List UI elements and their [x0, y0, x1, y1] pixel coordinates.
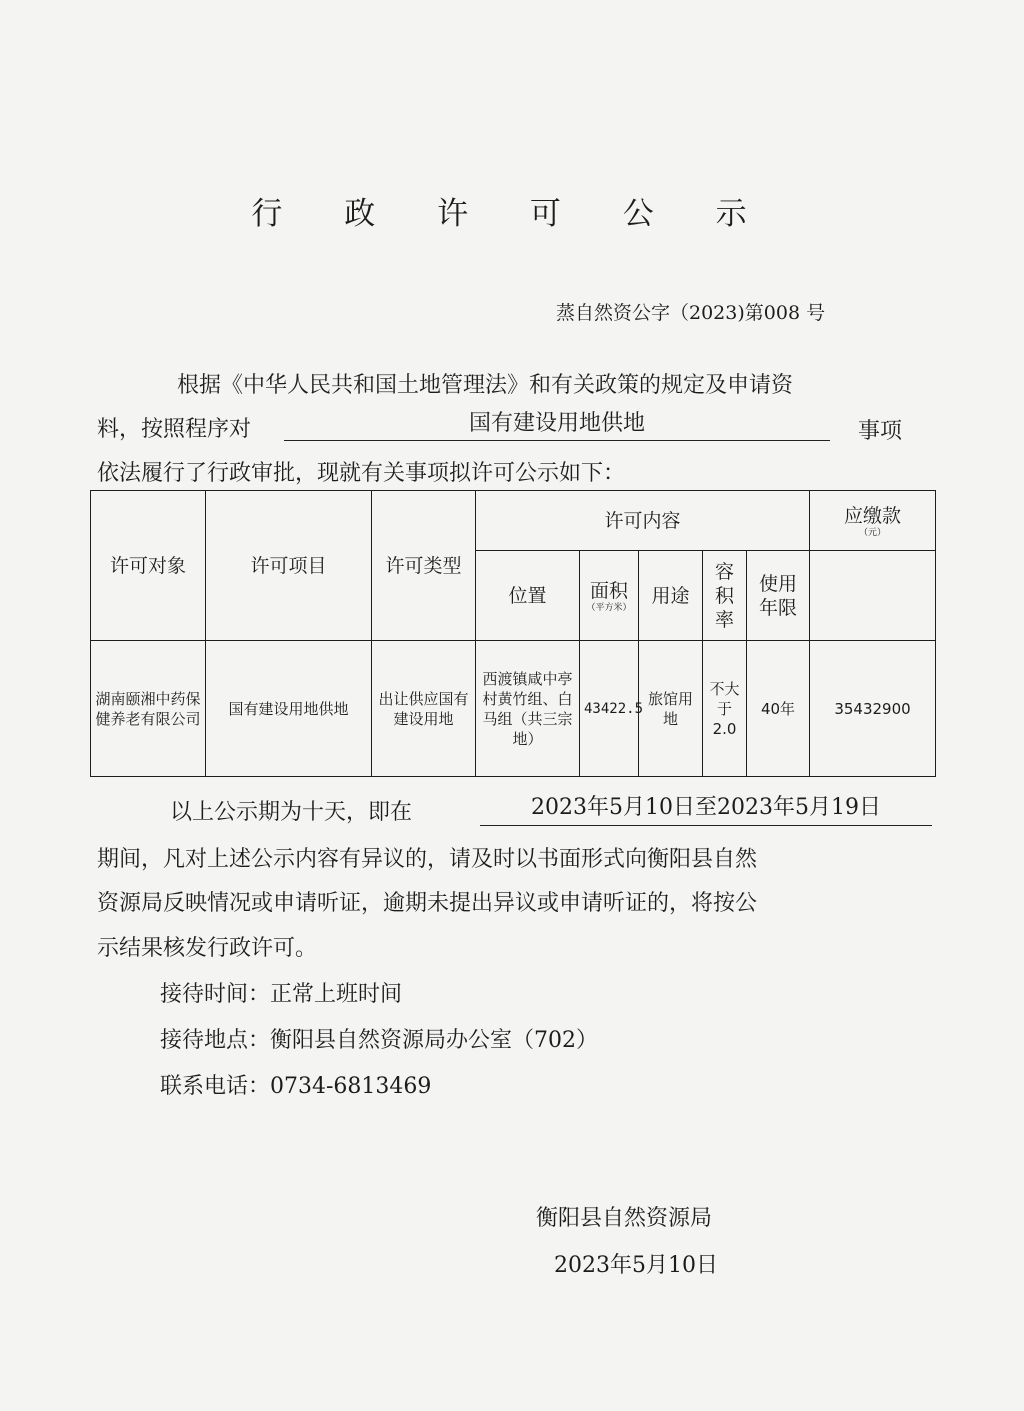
row-project: 国有建设用地供地	[206, 641, 372, 777]
row-fee: 35432900	[810, 641, 936, 777]
contact-phone: 联系电话：0734-6813469	[160, 1074, 432, 1099]
intro-item-field: 国有建设用地供地	[284, 408, 830, 441]
header-fee	[810, 491, 936, 551]
header-area-unit: （平方米）	[586, 602, 632, 613]
intro-line-2-suffix: 事项	[858, 419, 903, 444]
row-object: 湖南颐湘中药保健养老有限公司	[91, 641, 206, 777]
period-line-2: 期间，凡对上述公示内容有异议的，请及时以书面形式向衡阳县自然	[97, 847, 758, 872]
row-term: 40年	[747, 641, 810, 777]
header-fee-blank	[810, 551, 936, 641]
page-title: 行 政 许 可 公 示	[251, 196, 773, 232]
header-term: 使用年限	[747, 551, 810, 641]
table-row	[91, 641, 936, 777]
signature-date: 2023年5月10日	[554, 1253, 718, 1278]
row-type: 出让供应国有建设用地	[372, 641, 476, 777]
table-header-row-1	[91, 491, 936, 551]
header-fee-unit: （元）	[859, 527, 887, 538]
header-object: 许可对象	[91, 491, 206, 641]
header-far: 容积率	[703, 551, 747, 641]
header-area	[580, 551, 639, 641]
permit-table	[90, 490, 936, 777]
header-location: 位置	[476, 551, 580, 641]
header-area-label: 面积	[589, 579, 628, 602]
row-area: 43422.5	[580, 641, 639, 777]
row-far: 不大于2.0	[703, 641, 747, 777]
reception-time: 接待时间：正常上班时间	[160, 982, 403, 1007]
header-type: 许可类型	[372, 491, 476, 641]
period-range: 2023年5月10日至2023年5月19日	[480, 791, 932, 826]
header-project: 许可项目	[206, 491, 372, 641]
row-use: 旅馆用地	[639, 641, 703, 777]
intro-line-3: 依法履行了行政审批，现就有关事项拟许可公示如下：	[97, 461, 626, 486]
intro-line-2-prefix: 料，按照程序对	[97, 417, 252, 442]
period-prefix: 以上公示期为十天，即在	[170, 800, 413, 825]
reception-place: 接待地点：衡阳县自然资源局办公室（702）	[160, 1028, 598, 1053]
row-location: 西渡镇咸中亭村黄竹组、白马组（共三宗地）	[476, 641, 580, 777]
header-content: 许可内容	[476, 491, 810, 551]
intro-line-1: 根据《中华人民共和国土地管理法》和有关政策的规定及申请资	[177, 373, 794, 398]
header-use: 用途	[639, 551, 703, 641]
period-line-3: 资源局反映情况或申请听证，逾期未提出异议或申请听证的，将按公	[97, 891, 758, 916]
period-line-4: 示结果核发行政许可。	[97, 936, 318, 961]
signature-org: 衡阳县自然资源局	[536, 1206, 713, 1231]
document-number: 蒸自然资公字（2023)第008 号	[556, 302, 826, 324]
header-fee-label: 应缴款	[844, 504, 902, 527]
